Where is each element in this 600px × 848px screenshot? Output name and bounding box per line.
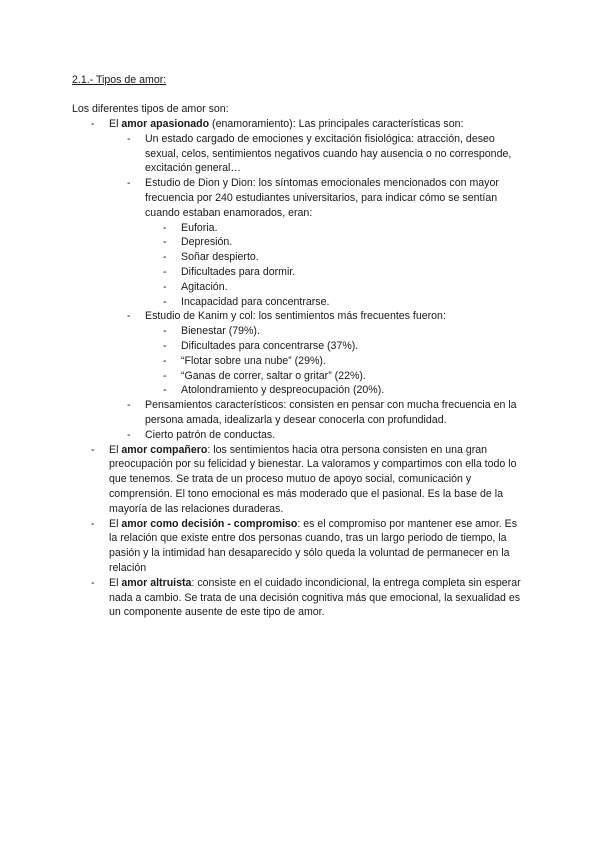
bullet-dash: - [163,280,167,293]
item-text: : es el compromiso por mantener ese amor. Es la relación que existe entre dos personas cuando, tras un largo periodo de tiempo, la pasión y la intimidad han desaparecido y sólo queda la voluntad de permanecer en la relación [109,517,518,574]
bullet-dash: - [163,265,167,278]
item-text: (enamoramiento): Las principales características son: [209,118,464,130]
love-type-term: amor apasionado [121,118,210,130]
item-text: El [109,118,122,130]
list-item [72,383,528,398]
bullet-dash: - [163,325,167,338]
love-type-term: amor altruista [121,576,192,589]
list-item [72,265,528,280]
bullet-dash: - [163,354,167,367]
list-item [72,398,528,428]
list-item [72,517,528,576]
bullet-dash: - [91,443,95,456]
item-text: El [109,576,122,589]
bullet-dash: - [163,251,167,264]
item-text: Un estado cargado de emociones y excitación fisiológica: atracción, deseo sexual, celos, sentimientos negativos cuando hay ausencia o no corresponde, excitación general… [145,132,512,175]
item-text: : consiste en el cuidado incondicional, la entrega completa sin esperar nada a cambio. Se trata de una decisión cognitiva más que emocional, la sexualidad es un componente ausente de este tipo de amor. [109,576,521,619]
love-type-term: amor compañero [121,443,208,456]
item-text: El [109,443,122,456]
item-text: “Ganas de correr, saltar o gritar” (22%). [181,369,366,382]
item-text: Estudio de Kanim y col: los sentimientos más frecuentes fueron: [145,310,446,323]
list-item [72,324,528,339]
bullet-dash: - [163,369,167,382]
item-text: Incapacidad para concentrarse. [181,295,330,308]
item-text: Cierto patrón de conductas. [145,428,276,441]
item-text: Estudio de Dion y Dion: los síntomas emocionales mencionados con mayor frecuencia por 240 estudiantes universitarios, para indicar cómo se sentían cuando estaban enamorados, eran: [145,177,499,219]
list-item [72,443,528,517]
item-text: Soñar despierto. [181,251,259,264]
list-item [72,576,528,620]
bullet-dash: - [163,384,167,397]
bullet-dash: - [163,295,167,308]
list-item [72,250,528,265]
list-item [72,339,528,354]
list-item [72,354,528,369]
bullet-dash: - [91,576,95,589]
intro-text: Los diferentes tipos de amor son: [72,103,229,115]
list-item [72,295,528,310]
item-text: Dificultades para dormir. [181,265,296,278]
section-heading: 2.1.- Tipos de amor: [72,74,167,86]
item-text: Agitación. [181,280,228,293]
love-types-list [72,117,528,620]
love-type-term: amor como decisión - compromiso [121,517,298,530]
bullet-dash: - [163,236,167,249]
item-text: Pensamientos característicos: consisten en pensar con mucha frecuencia en la persona amada, idealizarla y desear conocerla con profundidad. [145,399,517,426]
list-item [72,369,528,384]
item-text: Bienestar (79%). [181,325,260,338]
list-item [72,428,528,443]
list-item [72,221,528,236]
bullet-dash: - [127,310,131,323]
item-text: Depresión. [181,236,233,249]
list-item [72,280,528,295]
bullet-dash: - [127,428,131,441]
item-text: : los sentimientos hacia otra persona consisten en una gran preocupación por su felicidad y bienestar. La valoramos y compartimos con ella todo lo que tenemos. Se trata de un proceso mutuo de apoyo social, comunicación y comprensión. El tono emocional es más moderado que el pasional. Es la base de la mayoría de las relaciones duraderas. [109,443,517,515]
bullet-dash: - [127,399,131,412]
item-text: Dificultades para concentrarse (37%). [181,339,359,352]
bullet-dash: - [91,517,95,530]
list-item [72,117,528,132]
bullet-dash: - [127,177,131,190]
list-item [72,235,528,250]
bullet-dash: - [163,221,167,234]
item-text: “Flotar sobre una nube” (29%). [181,354,326,367]
bullet-dash: - [127,132,131,145]
item-text: El [109,517,122,530]
list-item [72,309,528,324]
list-item [72,176,528,220]
item-text: Atolondramiento y despreocupación (20%). [181,384,385,397]
bullet-dash: - [91,118,95,130]
bullet-dash: - [163,339,167,352]
list-item [72,132,528,176]
item-text: Euforia. [181,221,218,234]
